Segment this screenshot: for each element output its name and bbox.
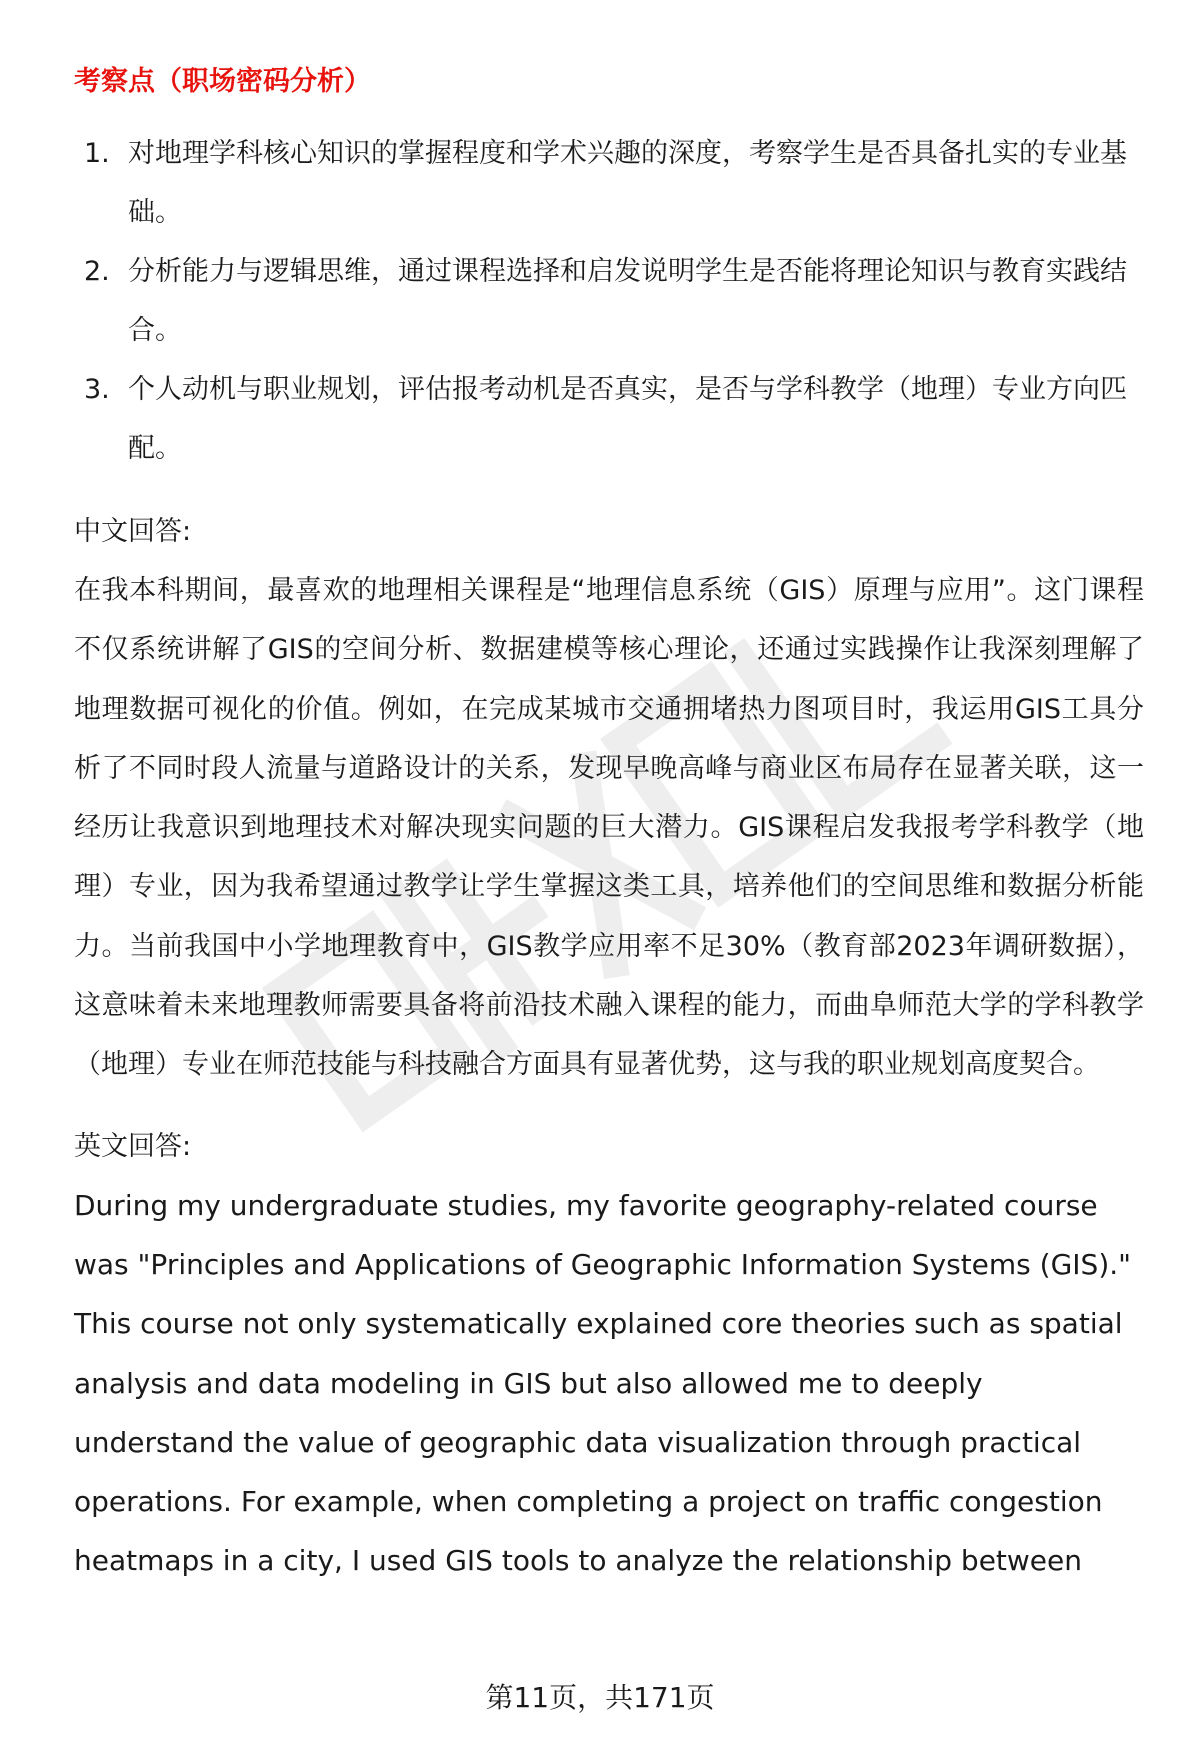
list-item-number: 1. — [84, 138, 110, 169]
english-answer-text: During my undergraduate studies, my favorite geography-related course was "Principles and Applications of Geographic Information Systems (GIS)." This course not only systematically explained core theories such as spatial analysis and data modeling in GIS but also allowed me to deeply understand the value of geographic data visualization through practical operations. For example, when completing a project on traffic congestion heatmaps in a city, I used GIS tools to analyze the relationship between — [74, 1188, 1132, 1578]
list-item-number: 3. — [84, 374, 110, 405]
list-item-text: 对地理学科核心知识的掌握程度和学术兴趣的深度，考察学生是否具备扎实的专业基础。 — [128, 138, 1127, 228]
list-item-number: 2. — [84, 256, 110, 287]
english-answer-label: 英文回答: — [74, 1130, 192, 1162]
chinese-answer-text: 在我本科期间，最喜欢的地理相关课程是“地理信息系统（GIS）原理与应用”。这门课程不仅系统讲解了GIS的空间分析、数据建模等核心理论，还通过实践操作让我深刻理解了地理数据可视化的价值。例如，在完成某城市交通拥堵热力图项目时，我运用GIS工具分析了不同时段人流量与道路设计的关系，发现早晚高峰与商业区布局存在显著关联，这一经历让我意识到地理技术对解决现实问题的巨大潜力。GIS课程启发我报考学科教学（地理）专业，因为我希望通过教学让学生掌握这类工具，培养他们的空间思维和数据分析能力。当前我国中小学地理教育中，GIS教学应用率不足30%（教育部2023年调研数据），这意味着未来地理教师需要具备将前沿技术融入课程的能力，而曲阜师范大学的学科教学（地理）专业在师范技能与科技融合方面具有显著优势，这与我的职业规划高度契合。 — [74, 575, 1144, 1081]
section-title: 考察点（职场密码分析） — [74, 66, 371, 97]
list-item — [74, 124, 1144, 242]
list-item — [74, 242, 1144, 360]
list-item-text: 个人动机与职业规划，评估报考动机是否真实，是否与学科教学（地理）专业方向匹配。 — [128, 374, 1127, 464]
chinese-answer-label: 中文回答: — [74, 516, 192, 547]
page-number: 第11页，共171页 — [485, 1681, 715, 1714]
list-item — [74, 360, 1144, 478]
list-item-text: 分析能力与逻辑思维，通过课程选择和启发说明学生是否能将理论知识与教育实践结合。 — [128, 256, 1127, 346]
main-content — [74, 52, 1144, 1591]
assessment-points-list — [74, 124, 1144, 478]
